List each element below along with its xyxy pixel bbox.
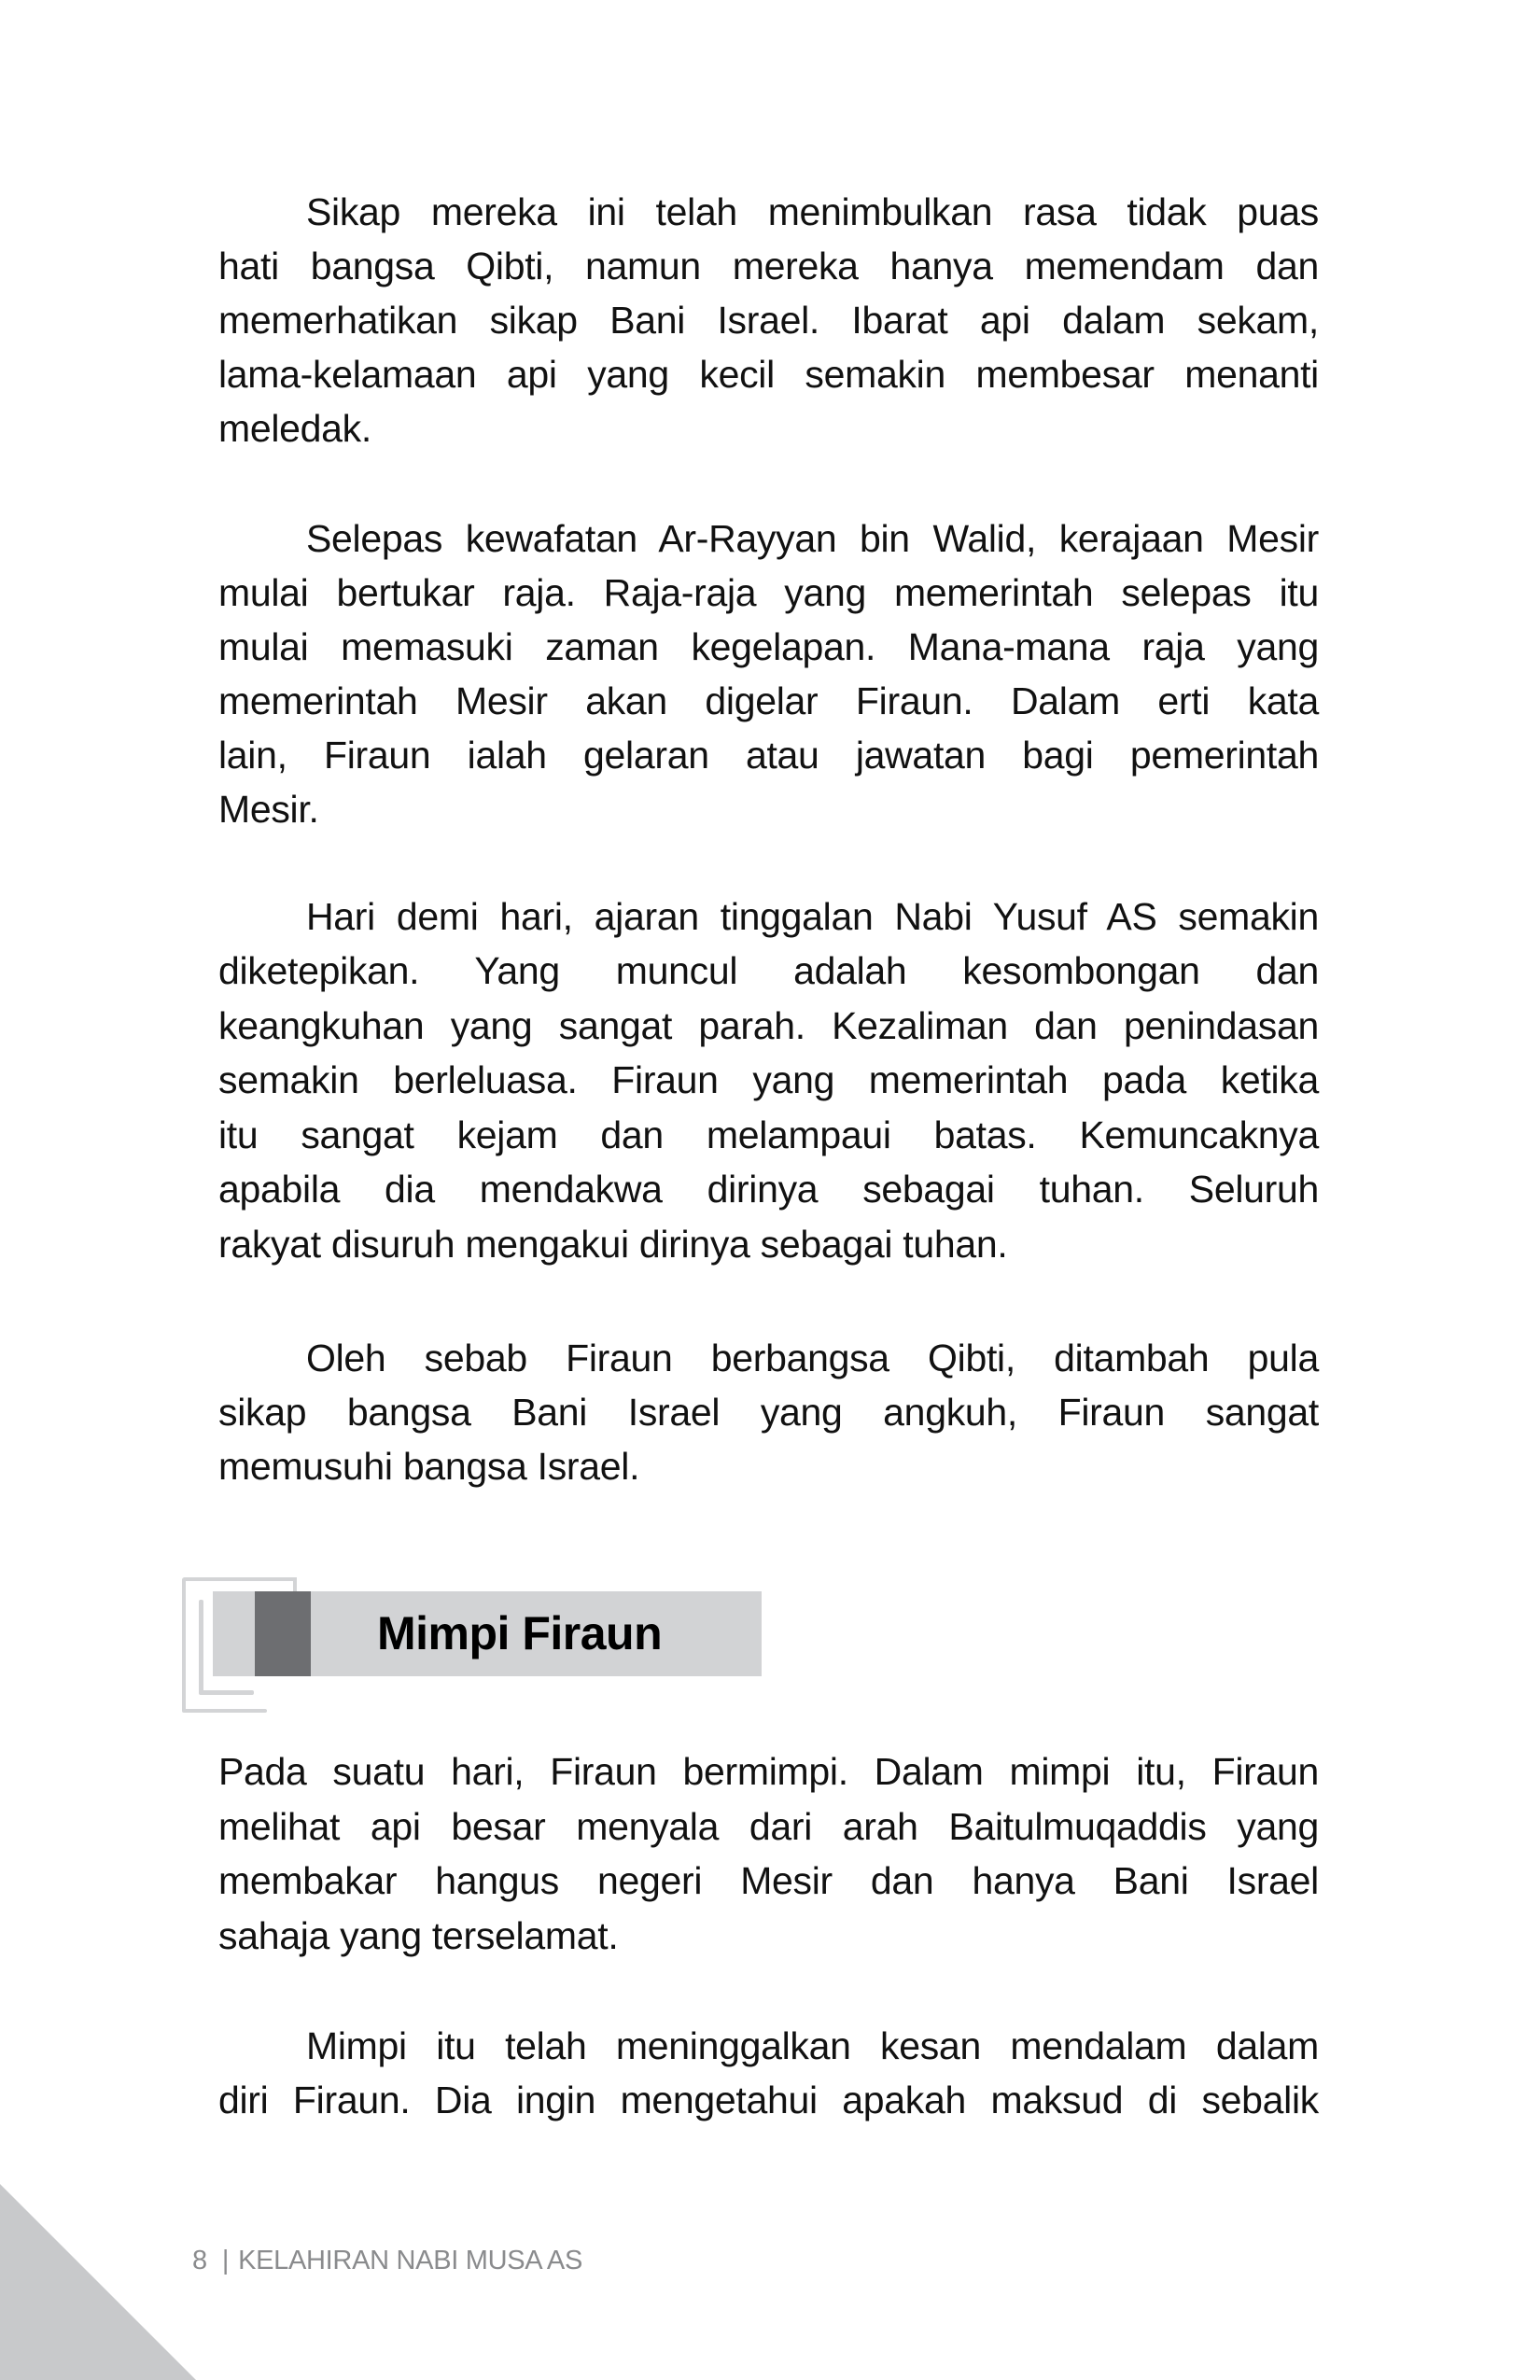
text-line: Oleh sebab Firaun berbangsa Qibti, ditambah pula — [306, 1337, 1319, 1379]
text-line: Pada suatu hari, Firaun bermimpi. Dalam mimpi itu, Firaun — [218, 1750, 1319, 1793]
text-line: itu sangat kejam dan melampaui batas. Kemuncaknya — [218, 1113, 1319, 1156]
text-line: sahaja yang terselamat. — [218, 1914, 619, 1957]
text-line: rakyat disuruh mengakui dirinya sebagai tuhan. — [218, 1223, 1008, 1266]
corner-decoration — [0, 2184, 196, 2380]
text-line: memusuhi bangsa Israel. — [218, 1445, 640, 1488]
page-number: 8 — [192, 2246, 207, 2275]
text-line: mulai bertukar raja. Raja-raja yang memerintah selepas itu — [218, 571, 1319, 614]
text-line: Selepas kewafatan Ar-Rayyan bin Walid, kerajaan Mesir — [306, 517, 1319, 560]
heading-bracket-inner — [199, 1600, 203, 1693]
text-line: memerintah Mesir akan digelar Firaun. Dalam erti kata — [218, 679, 1319, 722]
text-line: apabila dia mendakwa dirinya sebagai tuhan. Seluruh — [218, 1168, 1319, 1211]
text-line: melihat api besar menyala dari arah Baitulmuqaddis yang — [218, 1805, 1319, 1848]
text-line: membakar hangus negeri Mesir dan hanya Bani Israel — [218, 1859, 1319, 1902]
heading-accent-block — [255, 1591, 311, 1676]
heading-bracket-outer-bottom — [182, 1709, 267, 1713]
text-line: meledak. — [218, 407, 371, 450]
text-line: Mesir. — [218, 788, 319, 831]
heading-bracket-inner-bottom — [199, 1690, 254, 1695]
text-line: Sikap mereka ini telah menimbulkan rasa tidak puas — [306, 190, 1319, 233]
text-line: Mimpi itu telah meninggalkan kesan mendalam dalam — [306, 2024, 1319, 2067]
footer-separator: | — [221, 2246, 230, 2275]
page-footer — [192, 2244, 582, 2277]
text-line: lama-kelamaan api yang kecil semakin membesar menanti — [218, 353, 1319, 396]
text-line: lain, Firaun ialah gelaran atau jawatan bagi pemerintah — [218, 734, 1319, 777]
text-line: diketepikan. Yang muncul adalah kesombongan dan — [218, 949, 1319, 992]
section-title: Mimpi Firaun — [377, 1607, 663, 1659]
text-line: diri Firaun. Dia ingin mengetahui apakah maksud di sebalik — [218, 2079, 1319, 2121]
text-line: Hari demi hari, ajaran tinggalan Nabi Yusuf AS semakin — [306, 895, 1319, 938]
text-line: semakin berleluasa. Firaun yang memerintah pada ketika — [218, 1058, 1319, 1101]
text-line: mulai memasuki zaman kegelapan. Mana-mana raja yang — [218, 625, 1319, 668]
text-line: hati bangsa Qibti, namun mereka hanya memendam dan — [218, 245, 1319, 287]
text-line: sikap bangsa Bani Israel yang angkuh, Firaun sangat — [218, 1391, 1319, 1434]
text-line: memerhatikan sikap Bani Israel. Ibarat api dalam sekam, — [218, 299, 1319, 342]
text-line: keangkuhan yang sangat parah. Kezaliman dan penindasan — [218, 1004, 1319, 1047]
book-title: KELAHIRAN NABI MUSA AS — [238, 2246, 582, 2275]
